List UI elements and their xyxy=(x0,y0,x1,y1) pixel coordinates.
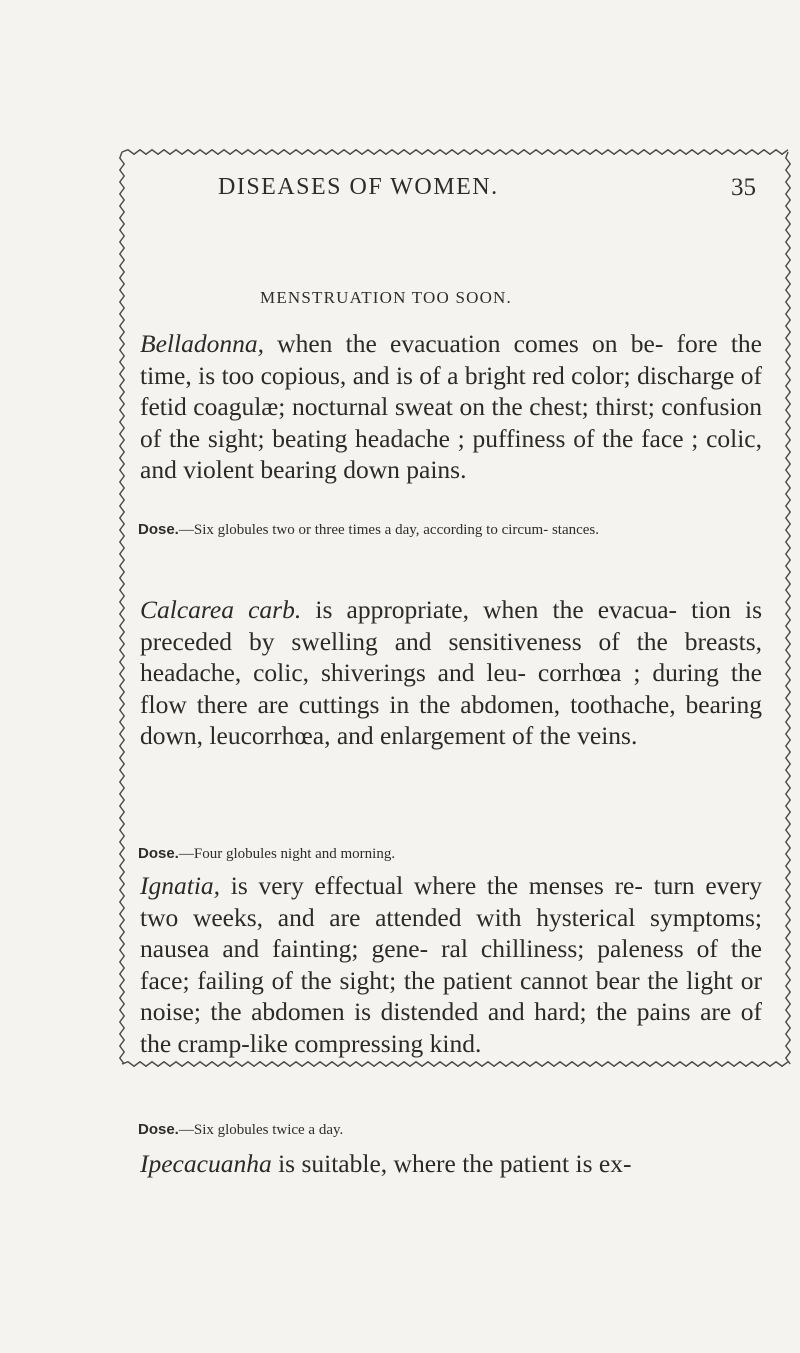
remedy-name: Belladonna, xyxy=(140,329,264,358)
dose-note-belladonna xyxy=(138,520,762,540)
printed-page xyxy=(118,148,792,1178)
paragraph-ignatia xyxy=(140,870,762,1060)
paragraph-text: when the evacuation comes on be- fore the time, is too copious, and is of a bright red color; discharge of fetid coagulæ; nocturnal sweat on the chest; thirst; confusion of the sight; beating headache ; puffiness of the face ; colic, and violent bearing down pains. xyxy=(140,329,762,485)
dose-text: —Four globules night and morning. xyxy=(178,846,396,862)
border-rule xyxy=(120,152,124,1064)
border-rule xyxy=(786,152,790,1064)
remedy-name: Calcarea carb. xyxy=(140,595,302,624)
remedy-name: Ignatia, xyxy=(140,871,221,900)
dose-label: Dose. xyxy=(138,521,179,538)
paragraph-ipecacuanha xyxy=(140,1148,762,1180)
border-rule xyxy=(122,1062,788,1066)
section-heading: MENSTRUATION TOO SOON. xyxy=(260,288,512,307)
paragraph-text: is very effectual where the menses re- turn every two weeks, and are attended with hysterical symptoms; nausea and fainting; gene- ral chilliness; paleness of the face; failing of the sight; the patient cannot bear the light or noise; the abdomen is distended and hard; the pains are of the cramp-like compressing kind. xyxy=(140,871,762,1058)
running-title: DISEASES OF WOMEN. xyxy=(218,174,499,200)
border-rule xyxy=(122,150,788,154)
page-number: 35 xyxy=(731,174,756,201)
dose-label: Dose. xyxy=(138,845,179,862)
dose-note-calcarea xyxy=(138,844,762,864)
dose-note-ignatia xyxy=(138,1120,762,1140)
dose-text: —Six globules twice a day. xyxy=(178,1122,344,1138)
dose-text: —Six globules two or three times a day, according to circum- stances. xyxy=(178,522,600,538)
remedy-name: Ipecacuanha xyxy=(140,1149,272,1178)
dose-label: Dose. xyxy=(138,1121,179,1138)
paragraph-text: is appropriate, when the evacua- tion is preceded by swelling and sensitiveness of the breasts, headache, colic, shiverings and leu- corrhœa ; during the flow there are cuttings in the abdomen, toothache, bearing down, leucorrhœa, and enlargement of the veins. xyxy=(140,595,762,751)
paragraph-calcarea xyxy=(140,594,762,752)
running-header xyxy=(118,174,792,210)
paragraph-belladonna xyxy=(140,328,762,486)
paragraph-text: is suitable, where the patient is ex- xyxy=(271,1149,632,1178)
